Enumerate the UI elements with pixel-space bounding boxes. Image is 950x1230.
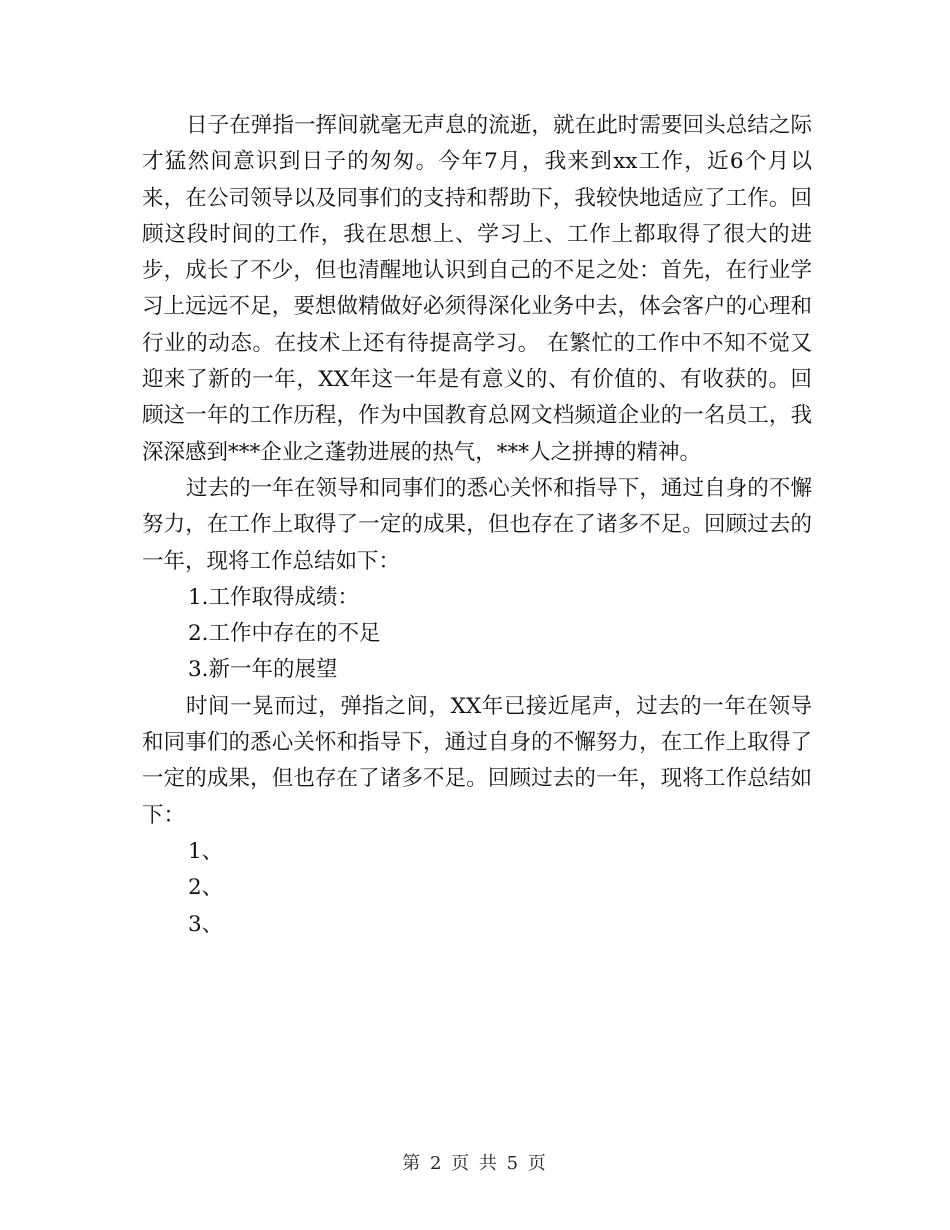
list-item: 3、 bbox=[188, 911, 224, 937]
list-item: 1.工作取得成绩： bbox=[188, 584, 360, 610]
paragraph-review: 时间一晃而过，弹指之间，XX年已接近尾声，过去的一年在领导和同事们的悉心关怀和指导下，通过自身的不懈努力，在工作上取得了一定的成果，但也存在了诸多不足。回顾过去的一年，现将工作总结如下： bbox=[142, 693, 812, 828]
document-body bbox=[142, 108, 812, 943]
list-item: 1、 bbox=[188, 838, 224, 864]
page-number: 第 2 页 共 5 页 bbox=[402, 1153, 548, 1174]
paragraph-summary: 过去的一年在领导和同事们的悉心关怀和指导下，通过自身的不懈努力，在工作上取得了一定的成果，但也存在了诸多不足。回顾过去的一年，现将工作总结如下： bbox=[142, 475, 812, 574]
list-item: 2、 bbox=[188, 875, 224, 901]
list-item: 3.新一年的展望 bbox=[188, 657, 338, 683]
paragraph-intro: 日子在弹指一挥间就毫无声息的流逝，就在此时需要回头总结之际才猛然间意识到日子的匆匆。今年7月，我来到xx工作，近6个月以来，在公司领导以及同事们的支持和帮助下，我较快地适应了工作。回顾这段时间的工作，我在思想上、学习上、工作上都取得了很大的进步，成长了不少，但也清醒地认识到自己的不足之处：首先，在行业学习上远远不足，要想做精做好必须得深化业务中去，体会客户的心理和行业的动态。在技术上还有待提高学习。 在繁忙的工作中不知不觉又迎来了新的一年，XX年这一年是有意义的、有价值的、有收获的。回顾这一年的工作历程，作为中国教育总网文档频道企业的一名员工，我深深感到***企业之蓬勃进展的热气，***人之拼搏的精神。 bbox=[142, 113, 812, 465]
list-item: 2.工作中存在的不足 bbox=[188, 621, 381, 647]
